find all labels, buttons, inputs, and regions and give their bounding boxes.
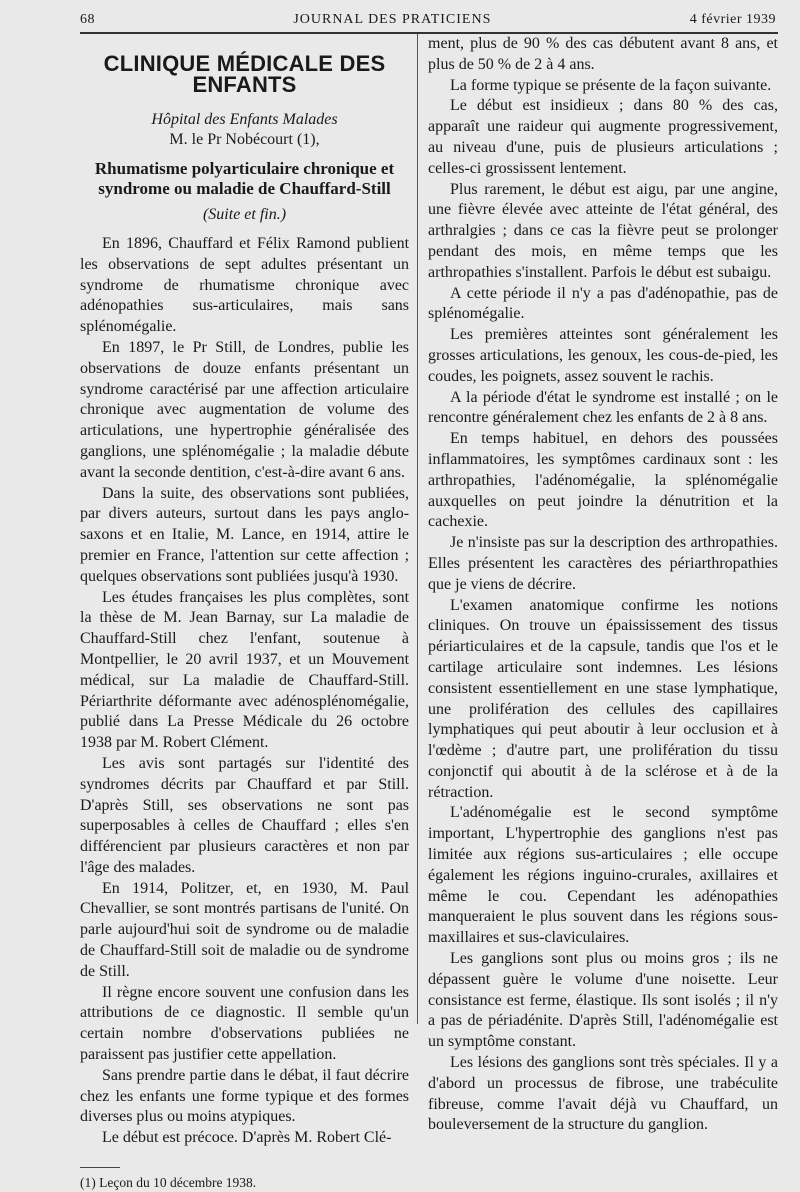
- right-column: [417, 34, 778, 1134]
- paragraph: A la période d'état le syndrome est installé ; on le rencontre généralement chez les enfants de 2 à 8 ans.: [428, 388, 778, 427]
- paragraph: Le début est précoce. D'après M. Robert Clé-: [102, 1129, 392, 1147]
- paragraph: Les avis sont partagés sur l'identité des syndromes décrits par Chauffard et par Still. D'après Still, ses observations ne sont pas superposables à celles de Chauffard ; elles s'en différencient par plusieurs caractères et non par l'âge des malades.: [80, 754, 410, 876]
- paragraph: Les ganglions sont plus ou moins gros ; ils ne dépassent guère le volume d'une noisette. Leur consistance est ferme, élastique. Ils sont isolés ; il n'y a pas de périadénite. D'après Still, l'adénomégalie est un symptôme constant.: [428, 950, 778, 1051]
- paragraph: L'adénomégalie est le second symptôme important, L'hypertrophie des ganglions n'est pas limitée aux régions sus-articulaires ; elle occupe également les régions inguino-crurales, axillaires et même le cou. Cependant les adénopathies manqueraient le plus souvent dans les régions sous-maxillaires et sus-claviculaires.: [428, 804, 778, 947]
- page-header: [66, 12, 778, 32]
- paragraph: Les lésions des ganglions sont très spéciales. Il y a d'abord un processus de fibrose, une trabéculite fibreuse, comme l'avait déjà vu Chauffard, un bouleversement de la structure du ganglion.: [428, 1054, 778, 1134]
- paragraph: Dans la suite, des observations sont publiées, par divers auteurs, surtout dans les pays anglo-saxons et en Italie, M. Lance, en 1914, attire le premier en France, l'attention sur cette affection ; quelques observations sont publiées jusqu'à 1930.: [80, 484, 410, 585]
- paragraph: Sans prendre partie dans le débat, il faut décrire chez les enfants une forme typique et des formes diverses plus ou moins atypiques.: [80, 1066, 410, 1126]
- paragraph: A cette période il n'y a pas d'adénopathie, pas de splénomégalie.: [428, 284, 778, 323]
- professor-name: M. le Pr Nobécourt (1),: [169, 131, 320, 149]
- paragraph: Les premières atteintes sont généralement les grosses articulations, les genoux, les cous-de-pied, les coudes, les poignets, assez souvent le rachis.: [428, 326, 778, 385]
- left-column: [80, 34, 417, 1191]
- issue-date: 4 février 1939: [689, 12, 776, 27]
- paragraph: Plus rarement, le début est aigu, par une angine, une fièvre élevée avec atteinte de l'état général, des arthralgies ; dans ce cas la fièvre peut se prolonger pendant des mois, en même temps que les arthropathies s'installent. Parfois le début est subaigu.: [428, 180, 778, 281]
- paragraph: En 1914, Politzer, et, en 1930, M. Paul Chevallier, se sont montrés partisans de l'unité. On parle aujourd'hui soit de syndrome ou de maladie de Chauffard-Still soit de maladie ou de syndrome de Still.: [80, 879, 410, 980]
- left-body: [80, 234, 409, 1149]
- article-title: Rhumatisme polyarticulaire chronique et syndrome ou maladie de Chauffard-Still: [94, 159, 395, 199]
- paragraph: Je n'insiste pas sur la description des arthropathies. Elles présentent les caractères des périarthropathies que je viens de décrire.: [428, 534, 778, 593]
- hospital-name: Hôpital des Enfants Malades: [151, 110, 338, 128]
- footnote-rule: [80, 1167, 120, 1168]
- journal-title: JOURNAL DES PRATICIENS: [293, 12, 492, 27]
- page-number: 68: [80, 12, 95, 27]
- paragraph: L'examen anatomique confirme les notions cliniques. On trouve un épaississement des tissus périarticulaires et de la capsule, tandis que l'os et le cartilage articulaire sont indemnes. Les lésions consistent essentiellement en une stase lymphatique, une prolifération des cellules des capillaires lymphatiques qui peut aboutir à leur occlusion et à l'œdème ; d'autre part, une prolifération du tissu conjonctif qui aboutit à de la sclérose et à de la rétraction.: [428, 596, 778, 801]
- paragraph: En 1897, le Pr Still, de Londres, publie les observations de douze enfants présentant un syndrome caractérisé par une affection articulaire chronique avec augmentation de volume des articulations, une hypertrophie généralisée des ganglions, une splénomégalie ; la maladie débute avant la seconde dentition, c'est-à-dire avant 6 ans.: [80, 338, 410, 481]
- article-columns: [80, 34, 778, 1191]
- paragraph: En 1896, Chauffard et Félix Ramond publient les observations de sept adultes présentant un syndrome de rhumatisme chronique avec adénopathies sus-articulaires, mais sans splénomégalie.: [80, 234, 410, 336]
- paragraph: Les études françaises les plus complètes, sont la thèse de M. Jean Barnay, sur La maladie de Chauffard-Still chez l'enfant, soutenue à Montpellier, le 20 avril 1937, et un Mouvement médical, sur La maladie de Chauffard-Still. Périarthrite déformante avec adénosplénomégalie, publié dans La Presse Médicale du 26 octobre 1938 par M. Robert Clément.: [80, 588, 410, 752]
- continuation-note: (Suite et fin.): [202, 206, 287, 224]
- footnote: (1) Leçon du 10 décembre 1938.: [80, 1175, 257, 1191]
- paragraph: Le début est insidieux ; dans 80 % des cas, apparaît une raideur qui augmente progressivement, au niveau d'une, puis de plusieurs articulations ; celles-ci grossissent lentement.: [428, 97, 778, 177]
- paragraph: En temps habituel, en dehors des poussées inflammatoires, les symptômes cardinaux sont : les arthropathies, l'adénomégalie, la splénomégalie auxquelles on peut joindre la dénutrition et la cachexie.: [428, 430, 778, 531]
- paragraph: ment, plus de 90 % des cas débutent avant 8 ans, et plus de 50 % de 2 à 4 ans.: [428, 35, 778, 73]
- section-title: CLINIQUE MÉDICALE DES ENFANTS: [103, 51, 386, 97]
- paragraph: Il règne encore souvent une confusion dans les attributions de ce diagnostic. Il semble qu'un certain nombre d'observations publiées ne paraissent pas justifier cette appellation.: [80, 983, 410, 1064]
- paragraph: La forme typique se présente de la façon suivante.: [450, 76, 772, 94]
